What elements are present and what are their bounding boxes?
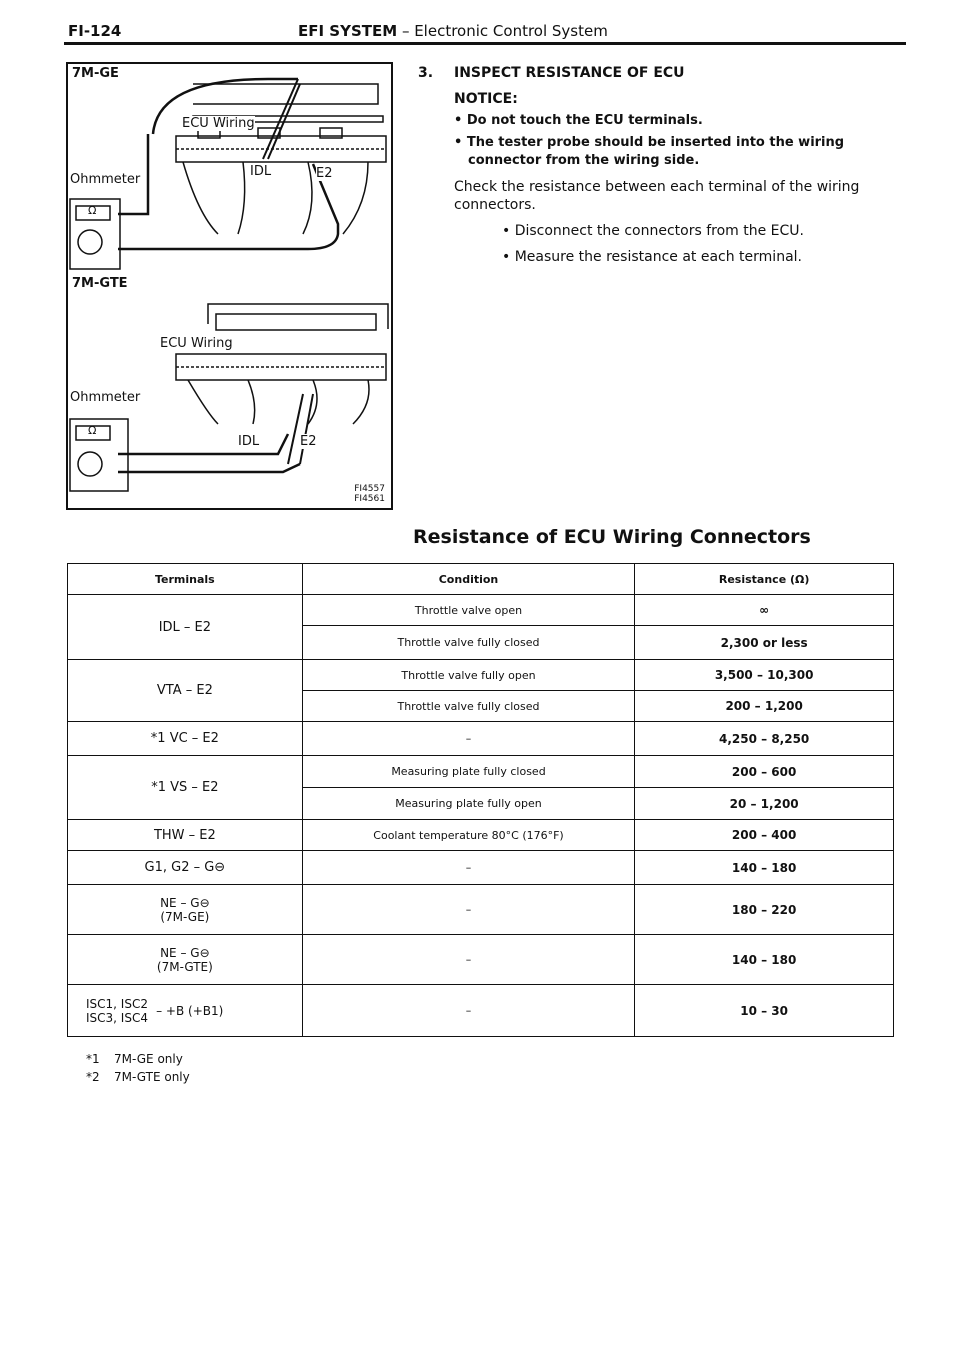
footnote-text: 7M-GTE only [114, 1070, 190, 1084]
header-title-bold: EFI SYSTEM [298, 22, 398, 40]
notice-item: • The tester probe should be inserted into the wiring connector from the wiring side. [454, 135, 845, 168]
footnote [86, 1068, 190, 1086]
ohmmeter-label-top: Ohmmeter [70, 172, 141, 187]
resistance-cell: 20 – 1,200 [635, 788, 894, 820]
ohm-symbol-top: Ω [88, 204, 97, 217]
ecu-wiring-label-top: ECU Wiring [182, 116, 255, 131]
table-row [68, 820, 894, 851]
footnote-mark: *2 [86, 1070, 100, 1084]
table-row [68, 935, 894, 985]
footnotes [86, 1050, 190, 1086]
header-rule [64, 42, 906, 45]
terminal-cell: G1, G2 – G⊖ [68, 851, 303, 885]
table-row [68, 595, 894, 626]
terminal-cell: IDL – E2 [68, 595, 303, 660]
header-terminals: Terminals [68, 564, 303, 595]
e2-label-top: E2 [316, 166, 333, 181]
terminal-variant: (7M-GTE) [156, 959, 213, 974]
condition-cell: Throttle valve fully open [302, 660, 635, 691]
terminal-cell [68, 935, 303, 985]
terminal-cell: *1 VS – E2 [68, 756, 303, 820]
resistance-table [67, 563, 894, 1037]
table-row [68, 722, 894, 756]
ecu-wiring-label-bottom: ECU Wiring [160, 336, 233, 351]
table-row [68, 660, 894, 691]
idl-label-bottom: IDL [238, 434, 260, 449]
step-title: INSPECT RESISTANCE OF ECU [454, 65, 685, 81]
sub-step: • Measure the resistance at each terminal. [502, 249, 802, 265]
figure-code-1: FI4557 [354, 484, 385, 494]
terminal-group [86, 997, 148, 1025]
footnote [86, 1050, 190, 1068]
condition-cell: – [302, 851, 635, 885]
condition-cell: Throttle valve fully closed [302, 691, 635, 722]
sub-step: • Disconnect the connectors from the ECU. [502, 223, 805, 239]
terminal-cell: *1 VC – E2 [68, 722, 303, 756]
footnote-mark: *1 [86, 1052, 100, 1066]
condition-cell: Measuring plate fully open [302, 788, 635, 820]
ecu-wiring-figure [66, 62, 393, 510]
figure-code-2: FI4561 [354, 494, 385, 504]
terminal-variant: (7M-GE) [160, 909, 210, 924]
condition-cell: – [302, 722, 635, 756]
figure-label-7m-gte: 7M-GTE [72, 276, 128, 291]
page-number: FI-124 [68, 22, 122, 40]
resistance-cell: 140 – 180 [635, 935, 894, 985]
condition-cell: – [302, 985, 635, 1037]
terminal-cell [68, 985, 303, 1037]
figure-label-7m-ge: 7M-GE [72, 66, 119, 81]
inspection-instructions [418, 64, 908, 266]
condition-cell: Coolant temperature 80°C (176°F) [302, 820, 635, 851]
resistance-cell: 200 – 1,200 [635, 691, 894, 722]
ohm-symbol-bottom: Ω [88, 424, 97, 437]
resistance-cell: 180 – 220 [635, 885, 894, 935]
resistance-cell: 4,250 – 8,250 [635, 722, 894, 756]
idl-label-top: IDL [250, 164, 272, 179]
notice-label: NOTICE: [454, 91, 518, 107]
footnote-text: 7M-GE only [114, 1052, 183, 1066]
e2-label-bottom: E2 [300, 434, 317, 449]
step-heading [418, 64, 908, 82]
terminal-suffix: – +B (+B1) [156, 1003, 224, 1018]
notice-item: • Do not touch the ECU terminals. [454, 113, 703, 128]
resistance-cell: 200 – 400 [635, 820, 894, 851]
condition-cell: – [302, 935, 635, 985]
terminal-main: NE – G⊖ [160, 945, 210, 960]
instruction-paragraph: Check the resistance between each terminal of the wiring connectors. [454, 179, 860, 213]
terminal-line: ISC3, ISC4 [86, 1010, 148, 1025]
terminal-line: ISC1, ISC2 [86, 996, 148, 1011]
resistance-cell: 3,500 – 10,300 [635, 660, 894, 691]
resistance-cell: 2,300 or less [635, 626, 894, 660]
terminal-main: NE – G⊖ [160, 895, 210, 910]
table-row [68, 885, 894, 935]
header-condition: Condition [302, 564, 635, 595]
header-title-rest: – Electronic Control System [397, 22, 608, 40]
resistance-cell: 200 – 600 [635, 756, 894, 788]
resistance-cell: 10 – 30 [635, 985, 894, 1037]
step-number: 3. [418, 65, 434, 81]
header-resistance: Resistance (Ω) [635, 564, 894, 595]
table-row [68, 985, 894, 1037]
page-header-title [298, 22, 608, 40]
table-title: Resistance of ECU Wiring Connectors [413, 526, 811, 548]
condition-cell: Measuring plate fully closed [302, 756, 635, 788]
terminal-cell: VTA – E2 [68, 660, 303, 722]
table-header-row [68, 564, 894, 595]
table-row [68, 756, 894, 788]
condition-cell: Throttle valve open [302, 595, 635, 626]
condition-cell: Throttle valve fully closed [302, 626, 635, 660]
resistance-cell: 140 – 180 [635, 851, 894, 885]
terminal-cell: THW – E2 [68, 820, 303, 851]
ohmmeter-label-bottom: Ohmmeter [70, 390, 141, 405]
table-row [68, 851, 894, 885]
resistance-cell: ∞ [635, 595, 894, 626]
terminal-cell [68, 885, 303, 935]
condition-cell: – [302, 885, 635, 935]
